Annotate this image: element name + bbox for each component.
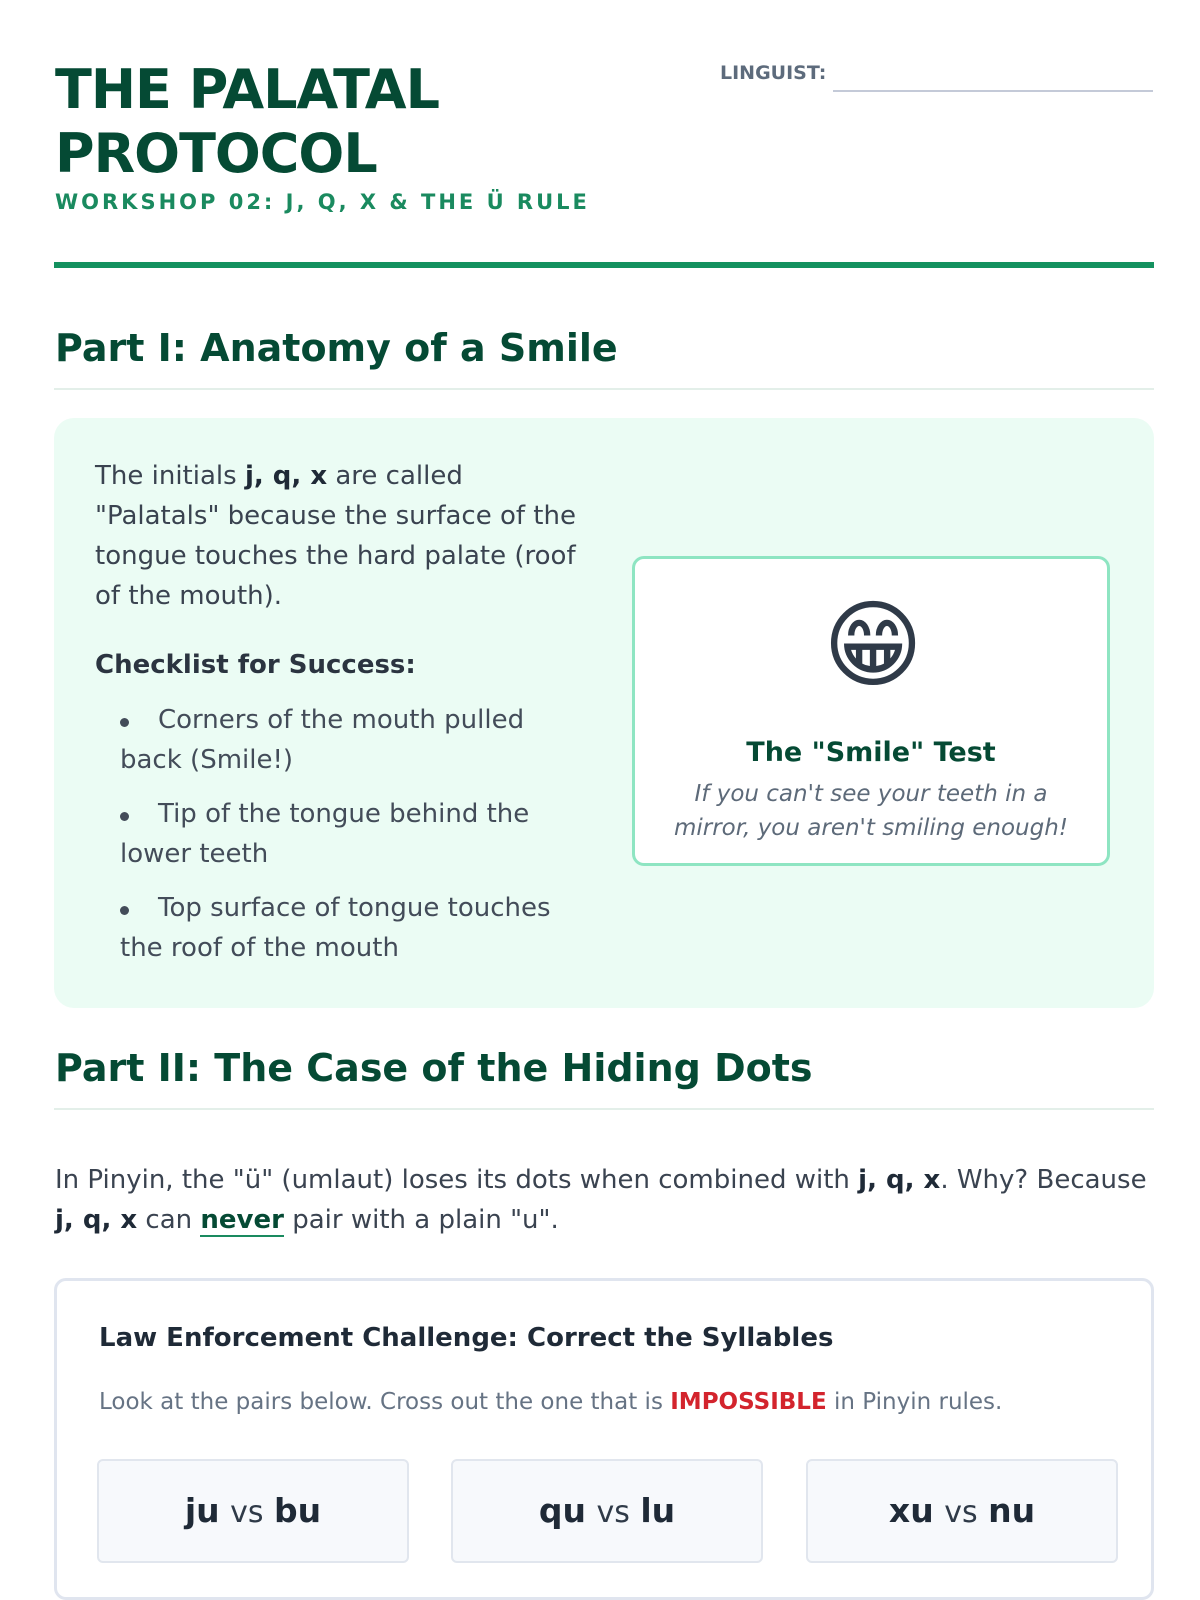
part-2-title: Part II: The Case of the Hiding Dots xyxy=(55,1046,813,1090)
umlaut-explanation xyxy=(55,1160,1165,1240)
syllable-option[interactable]: lu xyxy=(640,1491,676,1530)
intro-text-end: are called "Palatals" because the surface of the tongue touches the hard palate (roof of the mouth). xyxy=(95,461,576,611)
checklist-item-text: Tip of the tongue behind the lower teeth xyxy=(120,799,530,869)
checklist xyxy=(120,700,560,982)
palatal-intro xyxy=(95,456,585,616)
linguist-name-field[interactable] xyxy=(833,90,1153,92)
linguist-label: LINGUIST: xyxy=(720,62,827,84)
challenge-card xyxy=(54,1278,1154,1600)
versus-label: vs xyxy=(944,1495,978,1530)
bullet-dot xyxy=(120,906,129,915)
part-2-divider xyxy=(54,1108,1154,1110)
header-divider xyxy=(54,262,1154,268)
para-initials: j, q, x xyxy=(55,1205,138,1235)
checklist-title: Checklist for Success: xyxy=(95,650,416,680)
syllable-option[interactable]: bu xyxy=(274,1491,322,1530)
smile-test-note: If you can't see your teeth in a mirror, you aren't smiling enough! xyxy=(673,781,1069,841)
instruction-text: in Pinyin rules. xyxy=(826,1389,1003,1415)
checklist-item xyxy=(120,794,560,874)
versus-label: vs xyxy=(596,1495,630,1530)
para-text: . Why? Because xyxy=(940,1165,1147,1195)
syllable-option[interactable]: ju xyxy=(184,1491,220,1530)
smile-test-title: The "Smile" Test xyxy=(746,737,996,768)
syllable-option[interactable]: xu xyxy=(888,1491,934,1530)
challenge-instructions xyxy=(99,1389,1002,1415)
syllable-option[interactable]: nu xyxy=(988,1491,1036,1530)
part-1-title: Part I: Anatomy of a Smile xyxy=(55,326,618,370)
syllable-option[interactable]: qu xyxy=(538,1491,586,1530)
bullet-dot xyxy=(120,812,129,821)
versus-label: vs xyxy=(230,1495,264,1530)
instruction-text: Look at the pairs below. Cross out the one that is xyxy=(99,1389,671,1415)
checklist-item-text: Top surface of tongue touches the roof of the mouth xyxy=(120,893,551,963)
para-text: In Pinyin, the "ü" (umlaut) loses its dots when combined with xyxy=(55,1165,859,1195)
para-text: can xyxy=(137,1205,201,1235)
title-line-2: PROTOCOL xyxy=(55,122,377,185)
syllable-pair-qu-lu[interactable] xyxy=(451,1459,763,1563)
challenge-title: Law Enforcement Challenge: Correct the Syllables xyxy=(99,1323,834,1353)
intro-initials: j, q, x xyxy=(244,461,328,491)
bullet-dot xyxy=(120,718,129,727)
title-line-1: THE PALATAL xyxy=(55,58,439,121)
grinning-face-icon: 😁 xyxy=(822,589,924,701)
never-emphasis: never xyxy=(200,1205,284,1235)
checklist-item xyxy=(120,700,560,780)
smile-test-card xyxy=(632,556,1110,866)
impossible-emphasis: IMPOSSIBLE xyxy=(670,1389,827,1415)
syllable-pair-ju-bu[interactable] xyxy=(97,1459,409,1563)
workshop-subtitle: WORKSHOP 02: J, Q, X & THE Ü RULE xyxy=(55,190,590,214)
checklist-item xyxy=(120,888,560,968)
para-initials: j, q, x xyxy=(858,1165,941,1195)
checklist-item-text: Corners of the mouth pulled back (Smile!) xyxy=(120,705,525,775)
intro-text-start: The initials xyxy=(95,461,245,491)
para-text: pair with a plain "u". xyxy=(283,1205,559,1235)
part-1-divider xyxy=(54,388,1154,390)
syllable-pair-xu-nu[interactable] xyxy=(806,1459,1118,1563)
